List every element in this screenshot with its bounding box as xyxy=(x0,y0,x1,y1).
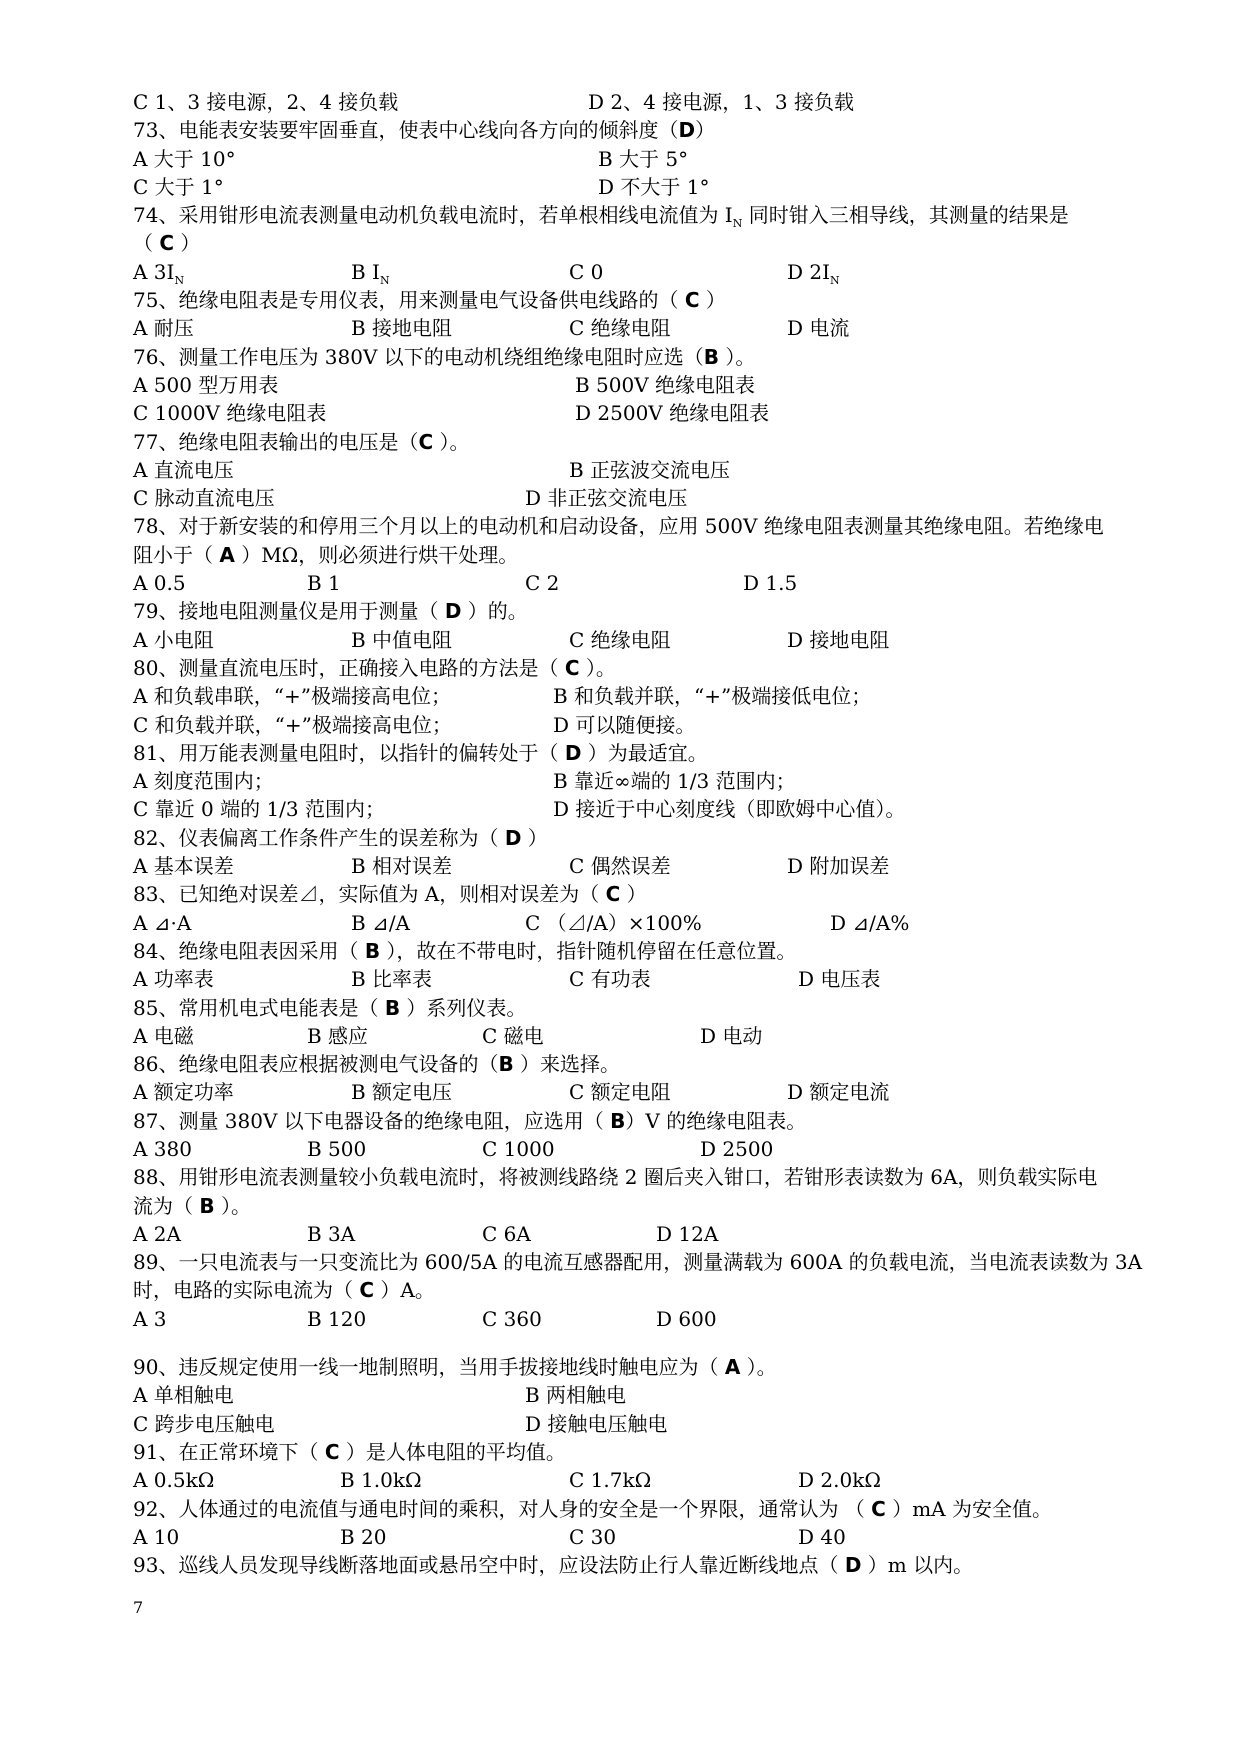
question-stem: ） xyxy=(699,288,726,313)
subscript: N xyxy=(830,273,840,287)
answer-letter: D xyxy=(444,599,462,624)
question-text xyxy=(133,229,1163,257)
option: A 单相触电 xyxy=(133,1383,234,1408)
question-stem: 78、对于新安装的和停用三个月以上的电动机和启动设备，应用 500V 绝缘电阻表测量其绝缘电阻。若绝缘电 xyxy=(133,514,1104,539)
options-row xyxy=(133,145,1163,173)
option: D 1.5 xyxy=(743,571,798,596)
options-row xyxy=(133,1410,1163,1438)
answer-letter: C xyxy=(324,1439,340,1464)
question-stem: ），故在不带电时，指针随机停留在任意位置。 xyxy=(380,938,797,963)
question-text xyxy=(133,880,1163,908)
answer-letter: C xyxy=(605,882,621,907)
answer-letter: B xyxy=(199,1193,215,1218)
option: D 电压表 xyxy=(798,967,881,992)
option: A 额定功率 xyxy=(133,1080,234,1105)
option: C 30 xyxy=(569,1524,617,1549)
option: A 功率表 xyxy=(133,967,214,992)
option: B 20 xyxy=(340,1524,387,1549)
option: D 非正弦交流电压 xyxy=(525,486,688,511)
question-text xyxy=(133,1107,1163,1135)
option: C 1000 xyxy=(482,1136,555,1161)
question-stem: ）来选择。 xyxy=(513,1052,621,1077)
answer-letter: C xyxy=(684,288,700,313)
question-text xyxy=(133,654,1163,682)
question-stem: 77、绝缘电阻表输出的电压是（ xyxy=(133,429,419,454)
option: D 2500V 绝缘电阻表 xyxy=(575,401,770,426)
answer-letter: B xyxy=(498,1052,514,1077)
option: D 2.0kΩ xyxy=(798,1468,881,1493)
options-row xyxy=(133,484,1163,512)
question-text xyxy=(133,1050,1163,1078)
options-row xyxy=(133,1135,1163,1163)
options-row xyxy=(133,1466,1163,1494)
answer-letter: B xyxy=(610,1108,626,1133)
question-stem: ）m 以内。 xyxy=(861,1553,974,1578)
question-stem: ）。 xyxy=(579,655,616,680)
question-text xyxy=(133,1353,1163,1381)
question-stem: ）V 的绝缘电阻表。 xyxy=(625,1108,807,1133)
answer-letter: C xyxy=(359,1278,375,1303)
option: B 1.0kΩ xyxy=(340,1468,422,1493)
option: B 大于 5° xyxy=(598,146,689,171)
question-stem: 同时钳入三相导线，其测量的结果是 xyxy=(742,203,1069,228)
option: C 大于 1° xyxy=(133,174,224,199)
question-text xyxy=(133,428,1163,456)
option: A ⊿·A xyxy=(133,910,192,935)
option: A 基本误差 xyxy=(133,854,234,879)
subscript: N xyxy=(732,217,743,231)
question-stem: 82、仪表偏离工作条件产生的误差称为（ xyxy=(133,825,505,850)
question-text xyxy=(133,937,1163,965)
option: B 两相触电 xyxy=(525,1383,627,1408)
question-stem: ）MΩ，则必须进行烘干处理。 xyxy=(234,542,519,567)
option: A 电磁 xyxy=(133,1023,194,1048)
question-stem: 84、绝缘电阻表因采用（ xyxy=(133,938,365,963)
answer-letter: D xyxy=(844,1553,862,1578)
question-text xyxy=(133,1551,1163,1579)
option: C 0 xyxy=(569,259,604,284)
question-stem: ）。 xyxy=(740,1355,777,1380)
options-row xyxy=(133,767,1163,795)
answer-letter: C xyxy=(418,429,434,454)
question-stem: 75、绝缘电阻表是专用仪表，用来测量电气设备供电线路的（ xyxy=(133,288,685,313)
option: D 附加误差 xyxy=(787,854,890,879)
option: B 1 xyxy=(307,571,341,596)
option: B 中值电阻 xyxy=(351,627,453,652)
option: D 600 xyxy=(656,1306,717,1331)
answer-letter: D xyxy=(504,825,522,850)
option: A 380 xyxy=(133,1136,192,1161)
option: C 1000V 绝缘电阻表 xyxy=(133,401,327,426)
option: C 1.7kΩ xyxy=(569,1468,652,1493)
option: A 耐压 xyxy=(133,316,194,341)
question-stem: ）的。 xyxy=(461,599,528,624)
question-stem: ） xyxy=(620,882,647,907)
question-stem: 87、测量 380V 以下电器设备的绝缘电阻，应选用（ xyxy=(133,1108,611,1133)
options-row xyxy=(133,88,1163,116)
option: B 相对误差 xyxy=(351,854,453,879)
question-stem: 92、人体通过的电流值与通电时间的乘积，对人身的安全是一个界限，通常认为 （ xyxy=(133,1496,872,1521)
question-stem: ）A。 xyxy=(374,1278,435,1303)
option: B 500 xyxy=(307,1136,367,1161)
question-text xyxy=(133,1438,1163,1466)
question-text xyxy=(133,1495,1163,1523)
options-row xyxy=(133,965,1163,993)
question-text xyxy=(133,1163,1163,1191)
answer-letter: C xyxy=(564,655,580,680)
option: C 绝缘电阻 xyxy=(569,627,671,652)
question-stem: 93、巡线人员发现导线断落地面或悬吊空中时，应设法防止行人靠近断线地点（ xyxy=(133,1553,845,1578)
options-row xyxy=(133,1523,1163,1551)
option: D 2、4 接电源，1、3 接负载 xyxy=(588,90,855,114)
question-text xyxy=(133,824,1163,852)
option: A 大于 10° xyxy=(133,146,236,171)
options-row xyxy=(133,399,1163,427)
option: D 额定电流 xyxy=(787,1080,890,1105)
option: A 0.5kΩ xyxy=(133,1468,215,1493)
option: A 2A xyxy=(133,1221,181,1246)
options-row xyxy=(133,1078,1163,1106)
question-stem: ） xyxy=(695,118,716,143)
options-row xyxy=(133,258,1163,286)
options-row xyxy=(133,371,1163,399)
question-stem: ）为最适宜。 xyxy=(581,740,708,765)
option: C 和负载并联，“+”极端接高电位； xyxy=(133,712,452,737)
option: B 500V 绝缘电阻表 xyxy=(575,372,756,397)
option: B 3A xyxy=(307,1221,356,1246)
option: C 额定电阻 xyxy=(569,1080,671,1105)
option: C 磁电 xyxy=(482,1023,544,1048)
options-row xyxy=(133,1381,1163,1409)
question-stem: 73、电能表安装要牢固垂直，使表中心线向各方向的倾斜度（ xyxy=(133,118,679,143)
question-stem: 阻小于（ xyxy=(133,542,220,567)
question-stem: 74、采用钳形电流表测量电动机负载电流时，若单根相线电流值为 I xyxy=(133,203,733,228)
answer-letter: B xyxy=(703,344,720,369)
option: D 接近于中心刻度线（即欧姆中心值）。 xyxy=(553,797,906,822)
answer-letter: C xyxy=(871,1496,886,1521)
question-text xyxy=(133,286,1163,314)
question-stem: 79、接地电阻测量仪是用于测量（ xyxy=(133,599,445,624)
option: A 10 xyxy=(133,1524,180,1549)
option: C 1、3 接电源，2、4 接负载 xyxy=(133,90,399,114)
question-stem: ）系列仪表。 xyxy=(400,995,527,1020)
option: B 和负载并联，“+”极端接低电位； xyxy=(553,684,872,709)
question-stem: 90、违反规定使用一线一地制照明，当用手拔接地线时触电应为（ xyxy=(133,1355,725,1380)
answer-letter: C xyxy=(159,231,175,256)
option: C 360 xyxy=(482,1306,542,1331)
option: C 脉动直流电压 xyxy=(133,486,275,511)
option: A 直流电压 xyxy=(133,457,234,482)
answer-letter: D xyxy=(678,118,696,143)
question-text xyxy=(133,739,1163,767)
subscript: N xyxy=(174,273,185,287)
option: C 偶然误差 xyxy=(569,854,671,879)
question-stem: （ xyxy=(133,231,160,256)
question-stem: ） xyxy=(521,825,548,850)
question-stem: 85、常用机电式电能表是（ xyxy=(133,995,385,1020)
option: D 接触电压触电 xyxy=(525,1411,668,1436)
question-stem: ）。 xyxy=(433,429,470,454)
question-text xyxy=(133,541,1163,569)
question-stem: ）。 xyxy=(214,1193,251,1218)
question-text xyxy=(133,1192,1163,1220)
question-text xyxy=(133,1248,1163,1276)
question-stem: 时，电路的实际电流为（ xyxy=(133,1278,360,1303)
option: D 12A xyxy=(656,1221,719,1246)
options-row xyxy=(133,795,1163,823)
question-stem: 91、在正常环境下（ xyxy=(133,1439,325,1464)
option: D 电动 xyxy=(700,1023,763,1048)
option-text: A 3I xyxy=(133,259,175,284)
option: A 500 型万用表 xyxy=(133,372,279,397)
options-row xyxy=(133,682,1163,710)
question-stem: 80、测量直流电压时，正确接入电路的方法是（ xyxy=(133,655,565,680)
question-stem: 76、测量工作电压为 380V 以下的电动机绕组绝缘电阻时应选（ xyxy=(133,344,704,369)
options-row xyxy=(133,909,1163,937)
answer-letter: D xyxy=(564,740,582,765)
option-text: B I xyxy=(351,259,380,284)
question-stem: ）mA 为安全值。 xyxy=(885,1496,1052,1521)
question-stem: 88、用钳形电流表测量较小负载电流时，将被测线路绕 2 圈后夹入钳口，若钳形表读数为 6A，则负载实际电 xyxy=(133,1165,1098,1190)
answer-letter: B xyxy=(364,938,381,963)
option: B 正弦波交流电压 xyxy=(569,457,731,482)
option: B 接地电阻 xyxy=(351,316,453,341)
question-list xyxy=(133,88,1163,1579)
option: C 6A xyxy=(482,1221,531,1246)
options-row xyxy=(133,626,1163,654)
question-text xyxy=(133,1276,1163,1304)
options-row xyxy=(133,852,1163,880)
option: D 40 xyxy=(798,1524,846,1549)
answer-letter: B xyxy=(384,995,401,1020)
answer-letter: A xyxy=(724,1355,741,1380)
question-stem: 流为（ xyxy=(133,1193,200,1218)
options-row xyxy=(133,1305,1163,1333)
option: A 0.5 xyxy=(133,571,186,596)
option: A 刻度范围内； xyxy=(133,769,274,794)
question-stem: ）。 xyxy=(719,344,756,369)
question-stem: 86、绝缘电阻表应根据被测电气设备的（ xyxy=(133,1052,499,1077)
question-text xyxy=(133,116,1163,144)
option: D ⊿/A% xyxy=(830,910,910,935)
options-row xyxy=(133,1022,1163,1050)
option: B 额定电压 xyxy=(351,1080,453,1105)
option: A 3 xyxy=(133,1306,167,1331)
option: D 电流 xyxy=(787,316,850,341)
question-stem: ） xyxy=(174,231,201,256)
option: D 接地电阻 xyxy=(787,627,890,652)
option: C 靠近 0 端的 1/3 范围内； xyxy=(133,797,386,822)
option-text: D 2I xyxy=(787,259,831,284)
options-row xyxy=(133,173,1163,201)
question-stem: 81、用万能表测量电阻时，以指针的偏转处于（ xyxy=(133,740,565,765)
option: A 小电阻 xyxy=(133,627,214,652)
options-row xyxy=(133,711,1163,739)
option: B 比率表 xyxy=(351,967,433,992)
options-row xyxy=(133,314,1163,342)
option: A 和负载串联，“+”极端接高电位； xyxy=(133,684,452,709)
options-row xyxy=(133,569,1163,597)
subscript: N xyxy=(379,273,390,287)
option: C （⊿/A）×100% xyxy=(525,910,702,935)
option: B 靠近∞端的 1/3 范围内； xyxy=(553,769,796,794)
option: D 2500 xyxy=(700,1136,774,1161)
question-stem: 89、一只电流表与一只变流比为 600/5A 的电流互感器配用，测量满载为 600A 的负载电流，当电流表读数为 3A xyxy=(133,1250,1143,1275)
question-text xyxy=(133,994,1163,1022)
options-row xyxy=(133,456,1163,484)
options-row xyxy=(133,1220,1163,1248)
option: C 跨步电压触电 xyxy=(133,1411,275,1436)
spacer xyxy=(133,1333,1163,1353)
option: C 2 xyxy=(525,571,560,596)
question-text xyxy=(133,512,1163,540)
question-text xyxy=(133,343,1163,371)
option: C 绝缘电阻 xyxy=(569,316,671,341)
question-text xyxy=(133,201,1163,229)
question-text xyxy=(133,597,1163,625)
answer-letter: A xyxy=(219,542,235,567)
question-stem: ）是人体电阻的平均值。 xyxy=(339,1439,566,1464)
option: C 有功表 xyxy=(569,967,651,992)
option: B 感应 xyxy=(307,1023,369,1048)
option: D 可以随便接。 xyxy=(553,712,696,737)
question-stem: 83、已知绝对误差⊿，实际值为 A，则相对误差为（ xyxy=(133,882,606,907)
option: D 不大于 1° xyxy=(598,174,710,199)
option: B ⊿/A xyxy=(351,910,410,935)
page-number: 7 xyxy=(133,1598,144,1617)
option: B 120 xyxy=(307,1306,367,1331)
